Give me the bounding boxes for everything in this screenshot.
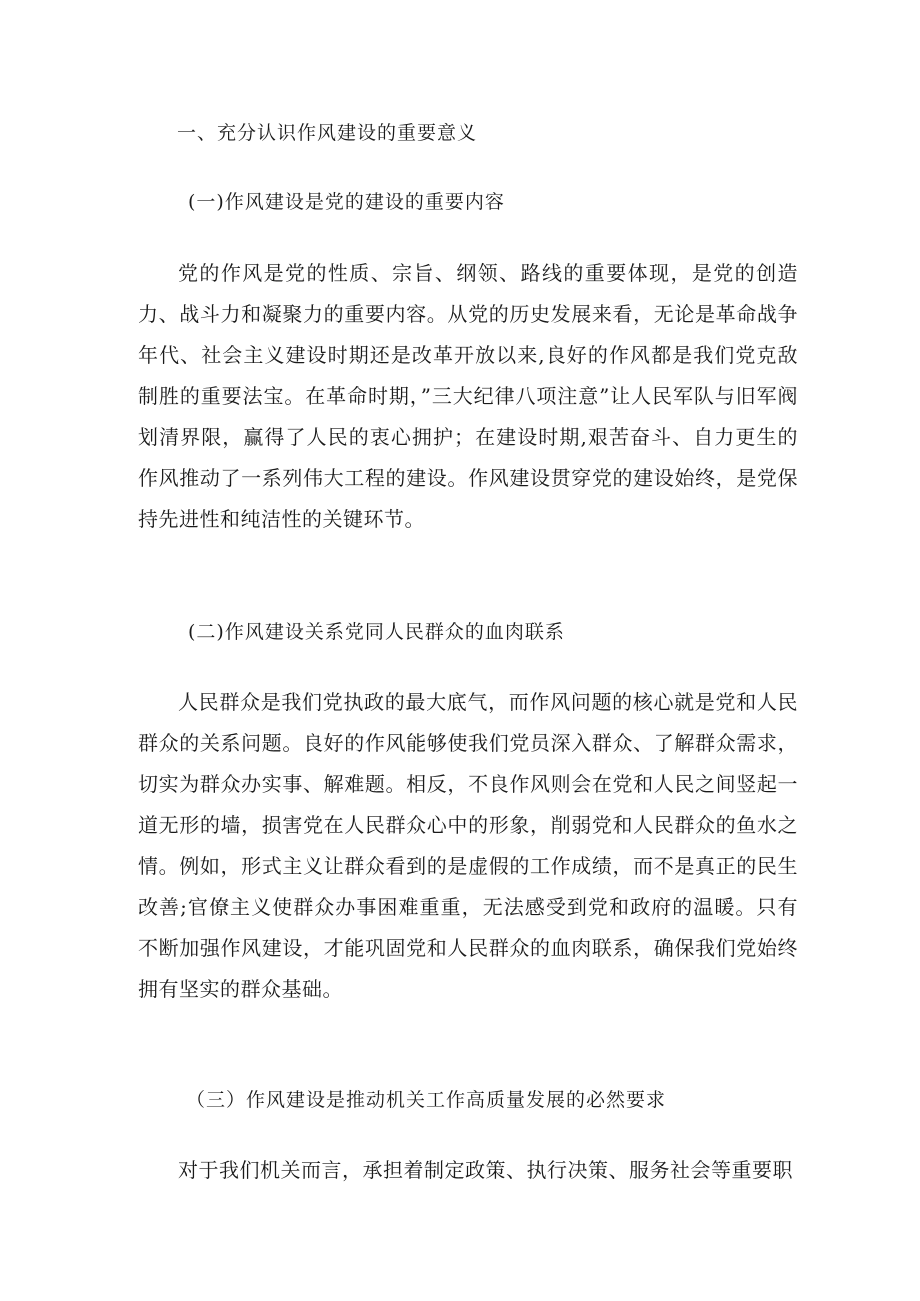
- section-heading: 一、充分认识作风建设的重要意义: [177, 122, 478, 144]
- paragraph-2: 人民群众是我们党执政的最大底气，而作风问题的核心就是党和人民群众的关系问题。良好的作风能够使我们党员深入群众、了解群众需求，切实为群众办实事、解难题。相反，不良作风则会在党和人民之间竖起一道无形的墙，损害党在人民群众心中的形象，削弱党和人民群众的鱼水之情。例如，形式主义让群众看到的是虚假的工作成绩，而不是真正的民生改善;官僚主义使群众办事困难重重，无法感受到党和政府的温暖。只有不断加强作风建设，才能巩固党和人民群众的血肉联系，确保我们党始终拥有坚实的群众基础。: [138, 690, 798, 1001]
- subsection-heading-1: (一)作风建设是党的建设的重要内容: [188, 191, 505, 213]
- subsection-heading-2: (二)作风建设关系党同人民群众的血肉联系: [188, 621, 565, 643]
- paragraph-3: 对于我们机关而言，承担着制定政策、执行决策、服务社会等重要职: [178, 1158, 793, 1182]
- paragraph-1: 党的作风是党的性质、宗旨、纲领、路线的重要体现，是党的创造力、战斗力和凝聚力的重要内容。从党的历史发展来看，无论是革命战争年代、社会主义建设时期还是改革开放以来,良好的作风都是我们党克敌制胜的重要法宝。在革命时期，”三大纪律八项注意”让人民军队与旧军阀划清界限，赢得了人民的衷心拥护；在建设时期,艰苦奋斗、自力更生的作风推动了一系列伟大工程的建设。作风建设贯穿党的建设始终，是党保持先进性和纯洁性的关键环节。: [138, 261, 798, 531]
- subsection-heading-3: （三）作风建设是推动机关工作高质量发展的必然要求: [186, 1089, 667, 1111]
